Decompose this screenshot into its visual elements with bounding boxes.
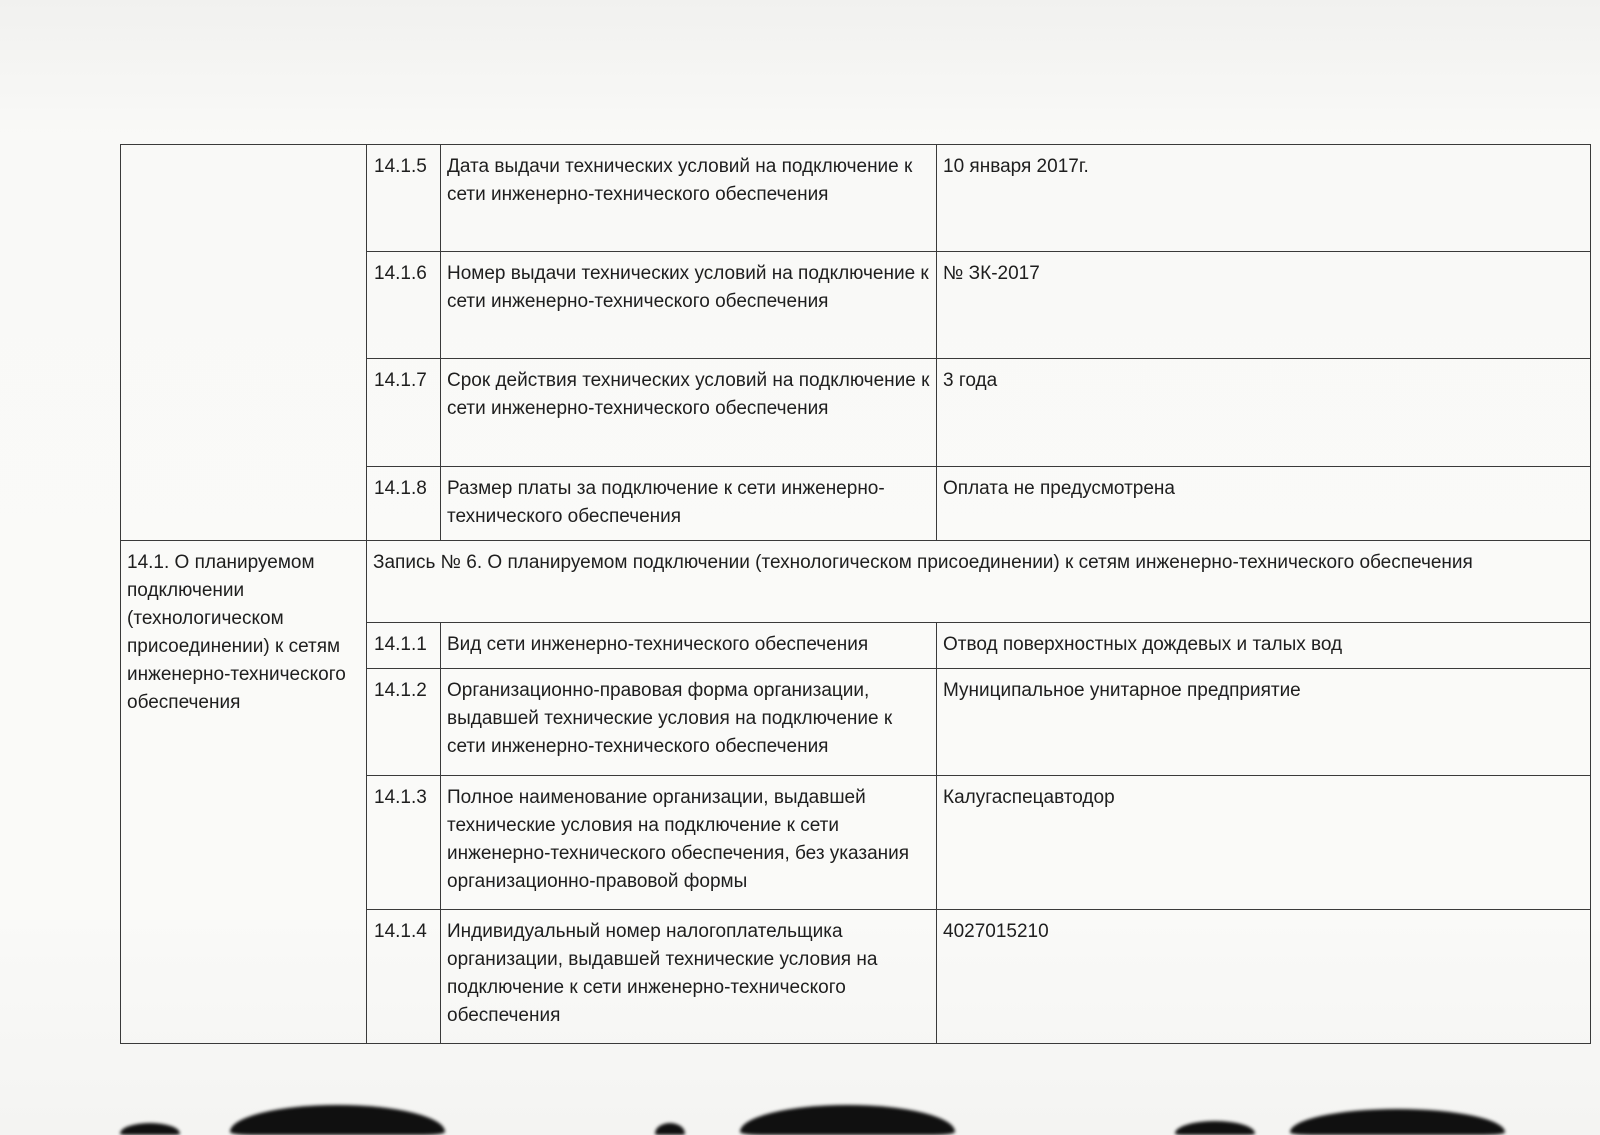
row-label: Срок действия технических условий на подключение к сети инженерно-технического обеспечения [441, 359, 937, 466]
row-value: Отвод поверхностных дождевых и талых вод [937, 623, 1591, 668]
row-number: 14.1.2 [367, 668, 441, 775]
row-value: Муниципальное унитарное предприятие [937, 668, 1591, 775]
section-title: 14.1. О планируемом подключении (технологическом присоединении) к сетям инженерно-технического обеспечения [121, 540, 367, 1043]
row-number: 14.1.7 [367, 359, 441, 466]
row-number: 14.1.1 [367, 623, 441, 668]
row-label: Вид сети инженерно-технического обеспечения [441, 623, 937, 668]
declaration-table [120, 144, 1591, 1044]
row-number: 14.1.4 [367, 909, 441, 1043]
table-row [121, 145, 1591, 252]
row-label: Индивидуальный номер налогоплательщика организации, выдавшей технические условия на подключение к сети инженерно-технического обеспечения [441, 909, 937, 1043]
record-heading: Запись № 6. О планируемом подключении (технологическом присоединении) к сетям инженерно-технического обеспечения [367, 540, 1591, 622]
scan-edge-smudges [0, 1100, 1600, 1135]
scan-smudge [1290, 1109, 1505, 1135]
row-value: Оплата не предусмотрена [937, 466, 1591, 540]
row-value: № ЗК-2017 [937, 252, 1591, 359]
record-heading-row [121, 540, 1591, 622]
empty-section-cell [121, 145, 367, 541]
row-label: Организационно-правовая форма организации, выдавшей технические условия на подключение к сети инженерно-технического обеспечения [441, 668, 937, 775]
row-number: 14.1.5 [367, 145, 441, 252]
row-label: Размер платы за подключение к сети инженерно-технического обеспечения [441, 466, 937, 540]
row-label: Дата выдачи технических условий на подключение к сети инженерно-технического обеспечения [441, 145, 937, 252]
scan-smudge [655, 1123, 685, 1135]
scan-smudge [120, 1123, 180, 1135]
row-number: 14.1.3 [367, 775, 441, 909]
scan-smudge [230, 1105, 445, 1135]
row-number: 14.1.6 [367, 252, 441, 359]
row-number: 14.1.8 [367, 466, 441, 540]
row-value: Калугаспецавтодор [937, 775, 1591, 909]
row-label: Номер выдачи технических условий на подключение к сети инженерно-технического обеспечения [441, 252, 937, 359]
scan-smudge [740, 1105, 955, 1135]
scan-smudge [1175, 1121, 1255, 1135]
row-value: 3 года [937, 359, 1591, 466]
row-value: 4027015210 [937, 909, 1591, 1043]
row-value: 10 января 2017г. [937, 145, 1591, 252]
row-label: Полное наименование организации, выдавшей технические условия на подключение к сети инженерно-технического обеспечения, без указания организационно-правовой формы [441, 775, 937, 909]
